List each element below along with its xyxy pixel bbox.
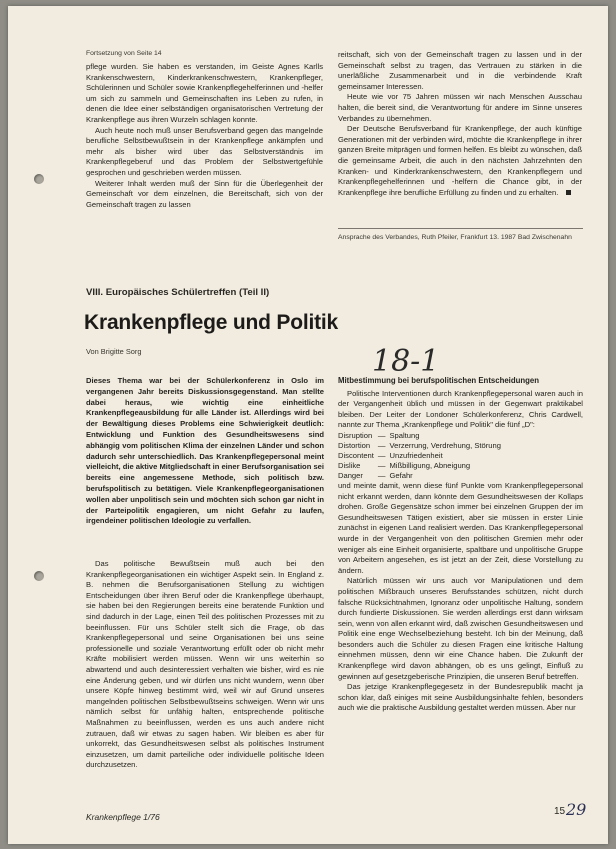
article-left-body (86, 559, 324, 771)
paragraph: Der Deutsche Berufsverband für Krankenpflege, der auch künftige Generationen mit der verbinden wird, möchte die Krankenpflege in ihrer ganzen Breite mitprägen und formen helfen. Es bleibt zu wünschen, daß die gemeinsame Arbeit, die auch in den nächsten Jahrzehnten den Kranken- und Kinderkrankenschwestern, den Krankenpflegern und Krankenpflegehelferinnen und -helfern die Chance gibt, in der Krankenpflege ihre berufliche Erfüllung zu finden und zu erhalten. (338, 124, 582, 197)
end-mark-icon (566, 190, 571, 195)
table-row (338, 471, 505, 481)
paragraph: pflege wurden. Sie haben es verstanden, im Geiste Agnes Karlls Krankenschwestern, Kinderkrankenschwestern, Krankenpfleger, Schülerinnen und Schüler sowie Krankenpflegehelferinnen und -helfer um sich zu sammeln und Gemeinschaften ins Leben zu rufen, in denen die Idee einer selbständigen organisatorischen Vertretung der Krankenpflege aus ihren Wurzeln schlagen konnte. (86, 62, 323, 124)
term-word: Discontent (338, 450, 374, 460)
term-meaning: Mißbilligung, Abneigung (389, 460, 471, 470)
paragraph: Das politische Bewußtsein muß auch bei den Krankenpflegeorganisationen ein wichtiger Aspekt sein. In England z. B. nehmen die Berufsorganisationen Stellung zu wichtigen Entscheidungen über ihren Beruf oder die Krankenpflege überhaupt, sie haben bei den Regierungen bereits eine beratende Funktion und sind dadurch in der Lage, einen Teil des politischen Prozesses mit zu beeinflussen. Für uns Schüler stellt sich die Frage, ob das Krankenpflegepersonal und seine Organisationen bei uns seine professionelle und soziale Verantwortung erfüllt oder ob nicht mehr Kräfte mobilisiert werden müssen. Wenn wir uns weiterhin so abwartend und auch desinteressiert verhalten wie bisher, wird es nie eine Änderung geben, und wir dürfen uns nicht wundern, wenn über unsere Köpfe hinweg bestimmt wird, weil wir auf Grund unseres mangelnden politischen Selbstbewußtseins schweigen. Wenn wir uns nämlich selbst für unfähig halten, entsprechende politische Maßnahmen zu beeinflussen, werden es uns auch andere nicht zutrauen, daß wir etwas zu sagen haben. Wir bleiben es aber für unkorrekt, das Gesundheitswesen selbst als politisches Instrument einzusetzen, um damit parteiliche oder individuelle politische Ideen durchzusetzen. (86, 559, 324, 770)
punch-hole (34, 174, 44, 184)
top-left-column (86, 62, 323, 210)
section-subheading: Mitbestimmung bei berufspolitischen Entscheidungen (338, 376, 540, 385)
punch-hole (34, 571, 44, 581)
term-dash: — (377, 470, 386, 480)
term-word: Distortion (338, 440, 371, 450)
paragraph: Auch heute noch muß unser Berufsverband gegen das mangelnde berufliche Selbstbewußtsein in der Krankenpflege ankämpfen und mehr als bisher wird über das Selbstverständnis im Krankenpflegeberuf und das Problem der Selbstwertgefühle gesprochen und geschrieben werden müssen. (86, 125, 323, 177)
journal-footer: Krankenpflege 1/76 (86, 812, 160, 822)
term-meaning: Verzerrung, Verdrehung, Störung (389, 440, 501, 450)
page-number: 15 (554, 806, 566, 817)
term-dash: — (377, 460, 386, 470)
paragraph: Politische Interventionen durch Krankenpflegepersonal waren auch in der Vergangenheit üblich und müssen in der Gegenwart praktikabel bleiben. Der Leiter der Londoner Schülerkonferenz, Chris Cardwell, nannte zur Thema „Krankenpflege und Politik" die fünf „D": (338, 388, 583, 430)
paragraph: Das jetzige Krankenpflegegesetz in der Bundesrepublik macht ja schon klar, daß einiges mit seine Ausbildungsinhalte fehlen, besonders auch wie die praktische Ausbildung gestaltet werden müssen. Aber nur (338, 682, 583, 713)
speech-source: Ansprache des Verbandes, Ruth Pfeiler, Frankfurt 13. 1987 Bad Zwischenahn (338, 234, 572, 241)
term-meaning: Unzufriedenheit (389, 450, 443, 460)
term-meaning: Spaltung (389, 430, 420, 440)
terms-table (338, 431, 505, 481)
continued-note: Fortsetzung von Seite 14 (86, 50, 162, 57)
article-lead (86, 376, 324, 527)
handwritten-note-text: 18-1 (372, 344, 440, 379)
series-heading: VIII. Europäisches Schülertreffen (Teil II) (86, 287, 270, 298)
table-row (338, 441, 505, 451)
top-right-column (338, 50, 582, 198)
table-row (338, 431, 505, 441)
paragraph: Heute wie vor 75 Jahren müssen wir nach Menschen Ausschau halten, die bereit sind, die Verantwortung für andere im Sinne unseres Verbandes zu übernehmen. (338, 92, 582, 123)
paragraph: Natürlich müssen wir uns auch vor Manipulationen und dem politischen Mißbrauch unseres Berufsstandes schützen, nicht durch falsche Rücksichtnahmen, Ignoranz oder unpolitische Haltung, sondern durch fundierte Diskussionen. Sie werden allerdings erst dann wirksam sein, wenn von allen erkannt wird, daß zwischen Gesundheitswesen und Politik eine enge Wechselbeziehung besteht. Ich bin der Meinung, daß besonders auch die Schüler zu diesen Fragen eine kritische Haltung einnehmen müssen, denn wir eine Chance haben. Die Zukunft der Krankenpflege wird davon abhängen, ob es uns gelingt, Einfluß zu gewinnen auf gesetzgeberische Prinzipien, die unseren Beruf betreffen. (338, 576, 583, 681)
article-right-column (338, 376, 583, 714)
paragraph: Weiterer Inhalt werden muß der Sinn für die Überlegenheit der Gemeinschaft vor dem einzelnen, die Bereitschaft, sich von der Gemeinschaft tragen zu lassen (86, 178, 323, 209)
handwritten-page-number: 29 (566, 800, 587, 819)
term-word: Danger (338, 470, 363, 480)
handwritten-note (370, 339, 510, 379)
table-row (338, 461, 505, 471)
table-row (338, 451, 505, 461)
lead-text: Dieses Thema war bei der Schülerkonferenz in Oslo im vergangenen Jahr bereits Diskussionsgegenstand. Man stellte dabei heraus, wie wichtig eine einheitliche Krankenpflegeausbildung für alle Länder ist. Allerdings wird bei der Bewältigung dieses Problems eine Schwierigkeit deutlich: Entwicklung und Funktion des Gesundheitswesens sind abhängig vom politischen Klima der einzelnen Länder und schon dadurch sehr unterschiedlich. Das Krankenpflegepersonal meint vielleicht, die aktive Mitgliedschaft in einer Berufsorganisation sei bereits eine angemessene Methode, sich politisch bzw. berufspolitisch zu betätigen. Viele Krankenpflegeorganisationen wollen aber unpolitisch sein und möchten sich schon gar nicht in der Parteipolitik engagieren, um nicht Gefahr zu laufen, irgendeiner politischen Ideologie zu verfallen. (86, 376, 325, 526)
article-title: Krankenpflege und Politik (84, 311, 339, 334)
term-meaning: Gefahr (389, 470, 413, 480)
term-word: Disruption (338, 430, 373, 440)
term-dash: — (377, 450, 386, 460)
term-dash: — (377, 440, 386, 450)
article-author: Von Brigitte Sorg (86, 347, 142, 356)
paragraph: reitschaft, sich von der Gemeinschaft tragen zu lassen und in der Gemeinschaft selbst zu tragen, das Vertrauen zu stärken in die unerläßliche Zusammenarbeit und in die verbindende Kraft gemeinsamer Interessen. (338, 50, 582, 91)
document-page (8, 6, 608, 844)
term-word: Dislike (338, 460, 361, 470)
term-dash: — (377, 430, 386, 440)
divider (338, 228, 583, 229)
paragraph: und meinte damit, wenn diese fünf Punkte vom Krankenpflegepersonal nicht erkannt werden, dann könnte dem Gesundheitswesen der Kollaps drohen. Große Gegensätze schon immer bei einzelnen Gruppen der im Gesundheitswesen Tätigen existiert, aber sie müssen in erster Linie zunächst in eigenen Land realisiert werden. Das Krankenpflegepersonal wurde in der Vergangenheit von den politischen Gremien mehr oder weniger als eine Einheit organisierte, spaltbare und unpolitische Gruppe von Arbeitern angesehen, es ist jetzt an der Zeit, diese Vorstellung zu ändern. (338, 480, 583, 575)
